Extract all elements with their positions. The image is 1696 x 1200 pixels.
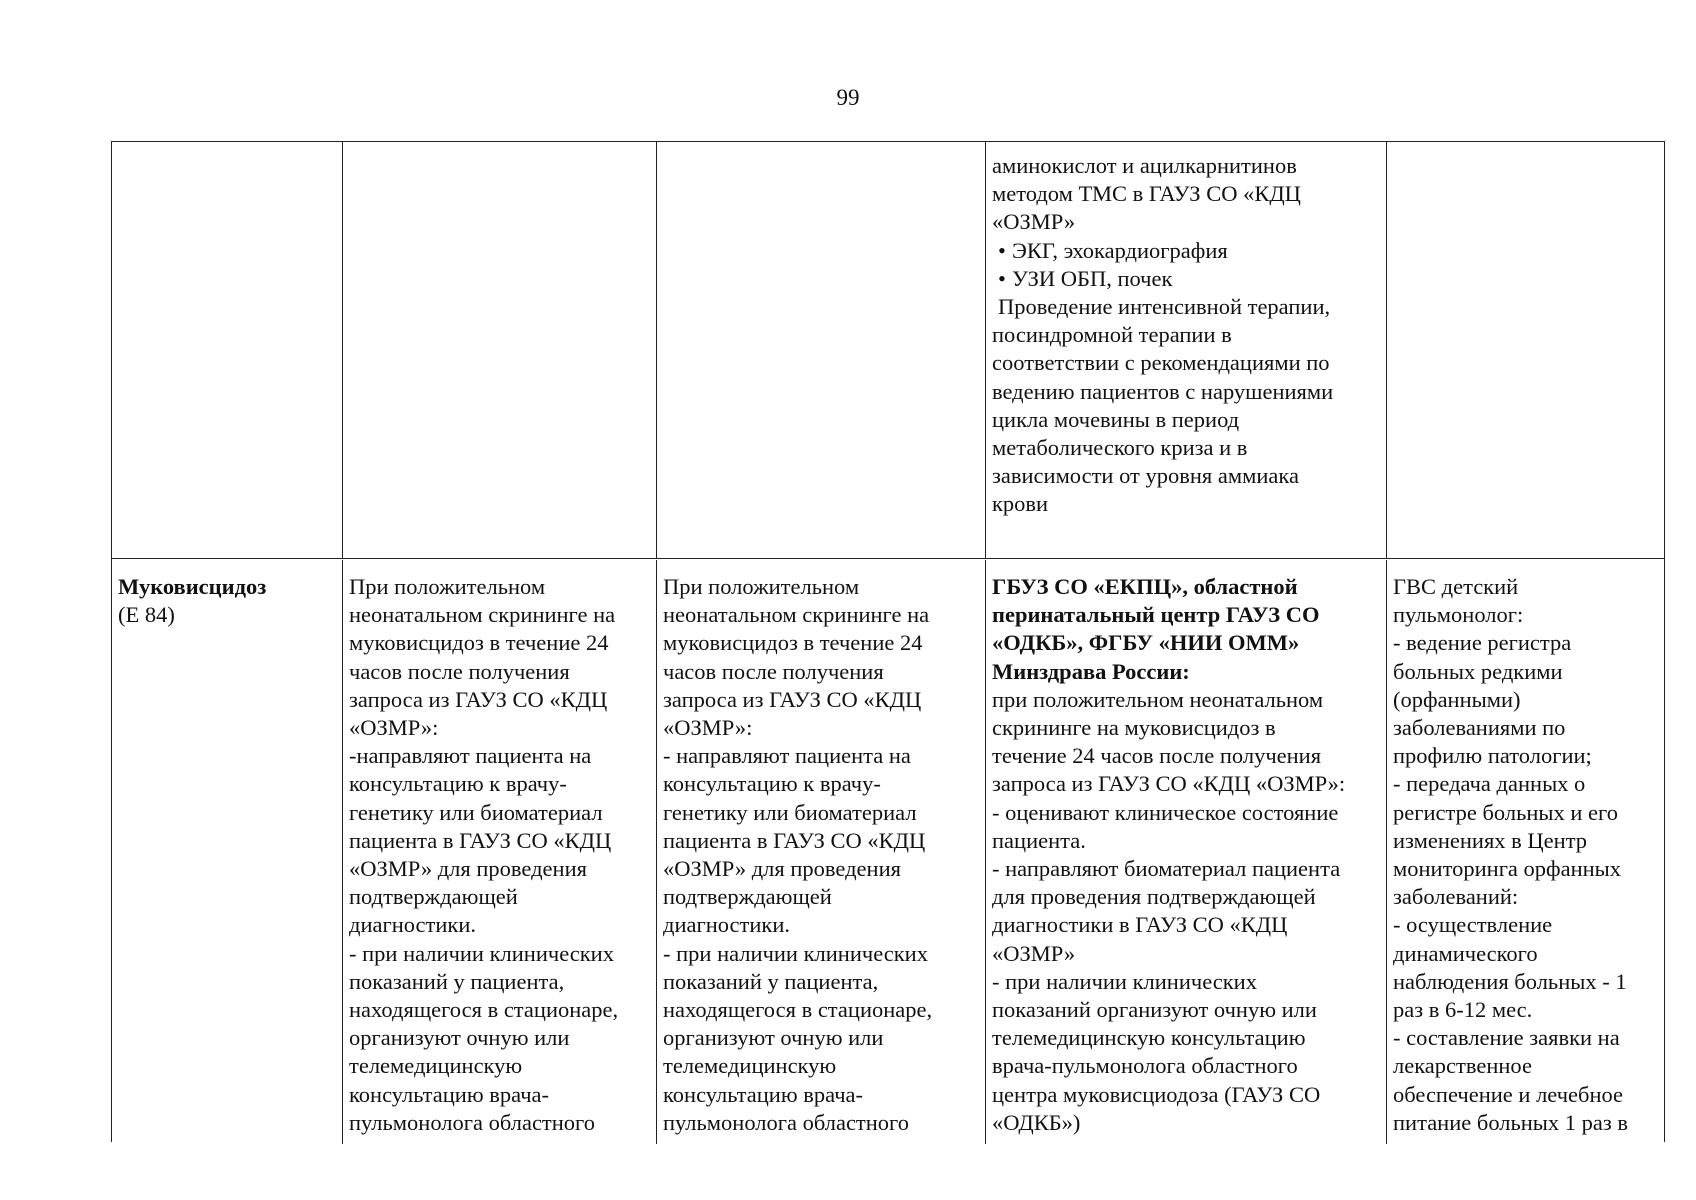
text-line: диагностики в ГАУЗ СО «КДЦ (992, 912, 1288, 938)
text-line: аминокислот и ацилкарнитинов (992, 153, 1297, 178)
text-line: пациента в ГАУЗ СО «КДЦ (349, 827, 612, 853)
text-line: мониторинга орфанных (1393, 856, 1622, 882)
lines-block (992, 686, 1380, 1137)
bullet-item: • УЗИ ОБП, почек (992, 265, 1380, 293)
text-line: телемедицинскую (349, 1053, 523, 1079)
text-line: - осуществление (1393, 912, 1553, 938)
text-line: - при наличии клинических (349, 940, 614, 966)
text-line: профилю патологии; (1393, 743, 1592, 769)
text-line: - при наличии клинических (663, 940, 928, 966)
text-line: регистре больных и его (1393, 799, 1618, 825)
text-line: «ОЗМР»: (349, 715, 439, 741)
text-line: консультацию врача- (663, 1081, 864, 1107)
text-line: зависимости от уровня аммиака (992, 463, 1299, 489)
table-row (112, 560, 1664, 1144)
text-line: пульмонолог: (1393, 602, 1524, 628)
text-line: -направляют пациента на (349, 743, 592, 769)
level-1-cell (342, 560, 656, 1144)
text-line: обеспечение и лечебное (1393, 1081, 1624, 1107)
lines-block (349, 573, 650, 1137)
disease-title: Муковисцидоз (118, 574, 267, 599)
text-line: - оценивают клиническое состояние (992, 799, 1339, 825)
text-line: изменениях в Центр (1393, 827, 1588, 853)
text-line: находящегося в стационаре, (349, 997, 619, 1023)
text-line: организуют очную или (349, 1025, 570, 1051)
text-line: При положительном (349, 574, 546, 599)
text-line: находящегося в стационаре, (663, 997, 933, 1023)
text-line: (орфанными) (1393, 686, 1521, 712)
level-2-cell (656, 142, 985, 558)
bullet-icon: • (998, 265, 1006, 291)
lines-block (663, 573, 979, 1137)
lines-block-a (992, 152, 1380, 237)
text-line: показаний организуют очную или (992, 997, 1317, 1023)
text-line: заболеваний: (1393, 884, 1519, 910)
text-line: подтверждающей (349, 884, 518, 910)
chief-specialist-cell (1386, 560, 1664, 1144)
text-line: часов после получения (349, 658, 570, 684)
text-line: метаболического криза и в (992, 435, 1248, 461)
text-line: заболеваниями по (1393, 715, 1566, 741)
level-2-cell (656, 560, 985, 1144)
text-line: неонатальном скрининге на (349, 602, 616, 628)
text-line: «ОДКБ», ФГБУ «НИИ ОММ» (992, 630, 1300, 656)
text-line: врача-пульмонолога областного (992, 1053, 1298, 1079)
text-line: цикла мочевины в период (992, 406, 1240, 432)
text-line: телемедицинскую консультацию (992, 1025, 1306, 1051)
text-line: «ОЗМР» для проведения (663, 856, 901, 882)
disease-cell (112, 560, 342, 1144)
bullet-item: • ЭКГ, эхокардиография (992, 237, 1380, 265)
text-line: «ОЗМР» для проведения (349, 856, 587, 882)
disease-code: (Е 84) (118, 602, 175, 628)
text-line: соответствии с рекомендациями по (992, 350, 1330, 376)
lines-block (1393, 573, 1658, 1137)
text-line: центра муковисциодоза (ГАУЗ СО (992, 1081, 1321, 1107)
text-line: консультацию к врачу- (349, 771, 567, 797)
text-line: скрининге на муковисцидоз в (992, 715, 1276, 741)
text-line: консультацию врача- (349, 1081, 550, 1107)
text-line: крови (992, 491, 1049, 517)
text-line: ведению пациентов с нарушениями (992, 378, 1334, 404)
document-table (111, 141, 1665, 1142)
text-line: запроса из ГАУЗ СО «КДЦ (349, 686, 608, 712)
text-line: генетику или биоматериал (663, 799, 917, 825)
text-line: «ОДКБ») (992, 1109, 1081, 1135)
bullet-icon: • (998, 237, 1006, 263)
level-1-cell (342, 142, 656, 558)
text-line: течение 24 часов после получения (992, 743, 1322, 769)
text-line: пульмонолога областного (663, 1109, 909, 1135)
lines-block-b (992, 321, 1380, 518)
text-line: ГБУЗ СО «ЕКПЦ», областной (992, 574, 1298, 599)
chief-specialist-cell (1386, 142, 1664, 558)
text-line: питание больных 1 раз в (1393, 1109, 1629, 1135)
text-line: - направляют биоматериал пациента (992, 856, 1341, 882)
level-3-cell (985, 560, 1386, 1144)
text-line: диагностики. (663, 912, 791, 938)
text-line: телемедицинскую (663, 1053, 837, 1079)
table-row (112, 142, 1664, 559)
text-line: показаний у пациента, (349, 968, 565, 994)
text-line: диагностики. (349, 912, 477, 938)
text-line: муковисцидоз в течение 24 (349, 630, 609, 656)
text-line: методом ТМС в ГАУЗ СО «КДЦ (992, 181, 1301, 207)
disease-cell (112, 142, 342, 558)
text-line: пациента. (992, 827, 1086, 853)
text-line: раз в 6-12 мес. (1393, 997, 1533, 1023)
text-line: муковисцидоз в течение 24 (663, 630, 923, 656)
institutions-heading (992, 573, 1380, 686)
text-line: запроса из ГАУЗ СО «КДЦ «ОЗМР»: (992, 771, 1346, 797)
text-line: организуют очную или (663, 1025, 884, 1051)
text-line: неонатальном скрининге на (663, 602, 930, 628)
text-line: «ОЗМР»: (663, 715, 753, 741)
text-line: подтверждающей (663, 884, 832, 910)
text-line: динамического (1393, 940, 1538, 966)
text-line: лекарственное (1393, 1053, 1532, 1079)
page-number: 99 (836, 85, 860, 110)
text-line: пациента в ГАУЗ СО «КДЦ (663, 827, 926, 853)
text-line: запроса из ГАУЗ СО «КДЦ (663, 686, 922, 712)
text-line: «ОЗМР» (992, 209, 1076, 235)
text-line: больных редкими (1393, 658, 1563, 684)
text-line: показаний у пациента, (663, 968, 879, 994)
text-line: наблюдения больных - 1 (1393, 968, 1627, 994)
text-line: при положительном неонатальном (992, 686, 1324, 712)
text-line: Минздрава России: (992, 658, 1190, 684)
text-line: перинатальный центр ГАУЗ СО (992, 602, 1320, 628)
level-3-cell (985, 142, 1386, 558)
text-line: Проведение интенсивной терапии, (998, 294, 1331, 320)
text-line: консультацию к врачу- (663, 771, 881, 797)
text-line: - направляют пациента на (663, 743, 911, 769)
text-line: ГВС детский (1393, 574, 1519, 599)
text-line: - ведение регистра (1393, 630, 1572, 656)
text-line: - передача данных о (1393, 771, 1586, 797)
text-line: При положительном (663, 574, 860, 599)
text-line: генетику или биоматериал (349, 799, 603, 825)
text-line: часов после получения (663, 658, 884, 684)
text-line: - составление заявки на (1393, 1025, 1620, 1051)
text-line: пульмонолога областного (349, 1109, 595, 1135)
text-line: - при наличии клинических (992, 968, 1257, 994)
text-line: «ОЗМР» (992, 940, 1076, 966)
text-line: для проведения подтверждающей (992, 884, 1316, 910)
text-line: посиндромной терапии в (992, 322, 1232, 348)
